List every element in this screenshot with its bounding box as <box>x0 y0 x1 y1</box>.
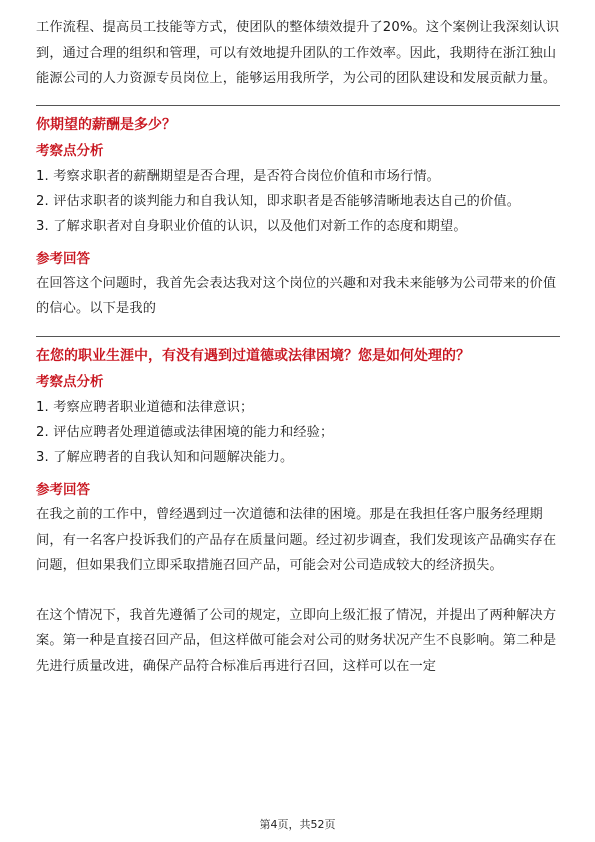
qa-section-2 <box>36 337 560 680</box>
document-page <box>36 0 560 680</box>
answer-heading: 参考回答 <box>36 250 90 267</box>
analysis-item: 1. 考察求职者的薪酬期望是否合理，是否符合岗位价值和市场行情。 <box>36 168 441 184</box>
question-title: 你期望的薪酬是多少？ <box>36 116 176 133</box>
answer-heading: 参考回答 <box>36 481 90 498</box>
page-footer: 第4页，共52页 <box>259 818 336 831</box>
analysis-item: 2. 评估求职者的谈判能力和自我认知，即求职者是否能够清晰地表达自己的价值。 <box>36 193 521 209</box>
qa-section-1 <box>36 106 560 322</box>
analysis-item: 2. 评估应聘者处理道德或法律困境的能力和经验； <box>36 424 334 440</box>
analysis-heading: 考察点分析 <box>36 142 104 159</box>
answer-paragraph: 在回答这个问题时，我首先会表达我对这个岗位的兴趣和对我未来能够为公司带来的价值的信心。以下是我的 <box>36 275 557 317</box>
intro-paragraph: 工作流程、提高员工技能等方式，使团队的整体绩效提升了20%。这个案例让我深刻认识到，通过合理的组织和管理，可以有效地提升团队的工作效率。因此，我期待在浙江独山能源公司的人力资源专员岗位上，能够运用我所学，为公司的团队建设和发展贡献力量。 <box>36 20 560 87</box>
answer-paragraph: 在这个情况下，我首先遵循了公司的规定，立即向上级汇报了情况，并提出了两种解决方案。第一种是直接召回产品，但这样做可能会对公司的财务状况产生不良影响。第二种是先进行质量改进，确保产品符合标准后再进行召回，这样可以在一定 <box>36 607 557 674</box>
analysis-item: 3. 了解应聘者的自我认知和问题解决能力。 <box>36 449 294 465</box>
answer-paragraph: 在我之前的工作中，曾经遇到过一次道德和法律的困境。那是在我担任客户服务经理期间，有一名客户投诉我们的产品存在质量问题。经过初步调查，我们发现该产品确实存在问题，但如果我们立即采取措施召回产品，可能会对公司造成较大的经济损失。 <box>36 506 557 574</box>
analysis-heading: 考察点分析 <box>36 373 104 390</box>
analysis-item: 1. 考察应聘者职业道德和法律意识； <box>36 399 254 415</box>
analysis-item: 3. 了解求职者对自身职业价值的认识，以及他们对新工作的态度和期望。 <box>36 218 467 234</box>
question-title: 在您的职业生涯中，有没有遇到过道德或法律困境？您是如何处理的？ <box>36 347 470 364</box>
